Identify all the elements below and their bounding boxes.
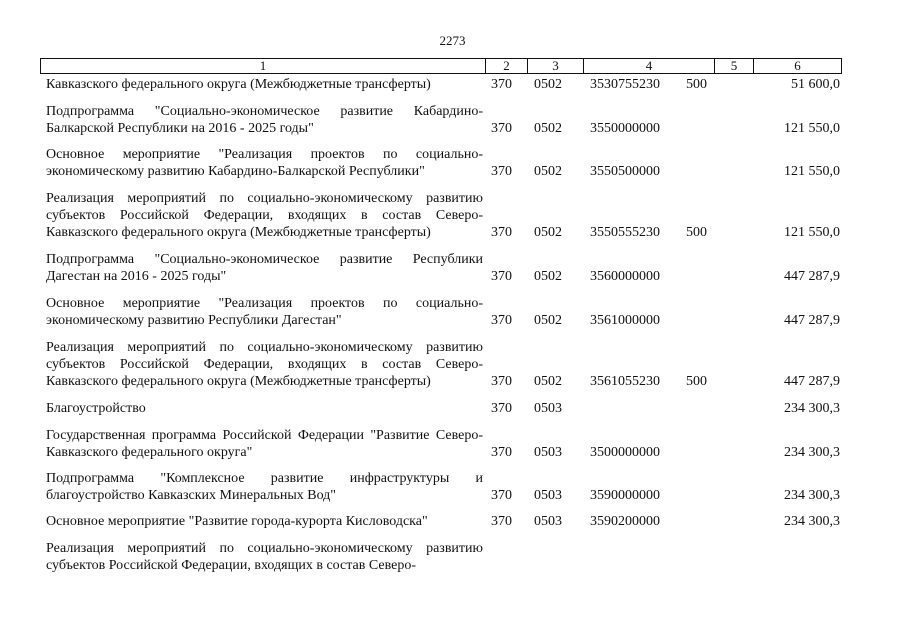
row-col-4: 3590000000: [590, 488, 660, 503]
header-col-3: 3: [527, 59, 583, 73]
page-number: 2273: [439, 33, 466, 48]
table-row: [40, 400, 842, 417]
row-col-6: 234 300,3: [784, 514, 840, 529]
row-col-3: 0502: [534, 121, 562, 136]
table-row: [40, 146, 842, 180]
row-col-2: 370: [491, 269, 512, 284]
row-col-4: 3550555230: [590, 225, 660, 240]
row-name: Основное мероприятие "Развитие города-курорта Кисловодска": [46, 514, 428, 529]
row-col-3: 0503: [534, 445, 562, 460]
row-col-4: 3550500000: [590, 164, 660, 179]
row-col-3: 0503: [534, 488, 562, 503]
row-col-4: 3500000000: [590, 445, 660, 460]
header-col-1: 1: [259, 58, 267, 73]
table-row: [40, 103, 842, 137]
row-col-3: 0502: [534, 313, 562, 328]
row-col-2: 370: [491, 445, 512, 460]
table-row: [40, 76, 842, 93]
table-row: [40, 295, 842, 329]
row-col-4: 3561000000: [590, 313, 660, 328]
row-col-5: 500: [686, 225, 707, 240]
row-col-6: 121 550,0: [784, 121, 840, 136]
row-name: Подпрограмма "Социально-экономическое развитие Республики Дагестан на 2016 - 2025 годы": [46, 252, 483, 284]
row-col-6: 121 550,0: [784, 164, 840, 179]
row-col-6: 51 600,0: [791, 77, 840, 92]
row-name: Благоустройство: [46, 401, 146, 416]
row-col-5: 500: [686, 77, 707, 92]
row-col-4: 3590200000: [590, 514, 660, 529]
row-col-3: 0502: [534, 269, 562, 284]
row-col-2: 370: [491, 374, 512, 389]
row-col-2: 370: [491, 164, 512, 179]
table-row: [40, 339, 842, 390]
row-col-6: 121 550,0: [784, 225, 840, 240]
row-col-5: 500: [686, 374, 707, 389]
row-col-6: 234 300,3: [784, 445, 840, 460]
header-col-4: 4: [583, 59, 714, 73]
header-col-6: 6: [753, 59, 841, 73]
row-name: Реализация мероприятий по социально-экономическому развитию субъектов Российской Федерации, входящих в состав Северо-Кавказского федерального округа (Межбюджетные трансферты): [46, 191, 483, 240]
row-name: Основное мероприятие "Реализация проектов по социально-экономическому развитию Республики Дагестан": [46, 296, 483, 328]
header-col-5: 5: [714, 59, 753, 73]
row-col-2: 370: [491, 77, 512, 92]
row-name: Подпрограмма "Социально-экономическое развитие Кабардино-Балкарской Республики на 2016 - 2025 годы": [46, 104, 483, 136]
row-col-4: 3530755230: [590, 77, 660, 92]
row-col-6: 234 300,3: [784, 488, 840, 503]
row-name: Кавказского федерального округа (Межбюджетные трансферты): [46, 77, 431, 92]
row-col-6: 234 300,3: [784, 401, 840, 416]
row-col-2: 370: [491, 313, 512, 328]
row-name: Реализация мероприятий по социально-экономическому развитию субъектов Российской Федерации, входящих в состав Северо-: [46, 541, 483, 573]
row-name: Реализация мероприятий по социально-экономическому развитию субъектов Российской Федерации, входящих в состав Северо-Кавказского федерального округа (Межбюджетные трансферты): [46, 340, 483, 389]
table-row: [40, 251, 842, 285]
row-col-2: 370: [491, 401, 512, 416]
row-col-3: 0502: [534, 374, 562, 389]
row-col-4: 3560000000: [590, 269, 660, 284]
row-col-4: 3561055230: [590, 374, 660, 389]
row-col-4: 3550000000: [590, 121, 660, 136]
table-row: [40, 513, 842, 530]
row-col-6: 447 287,9: [784, 313, 840, 328]
row-name: Подпрограмма "Комплексное развитие инфраструктуры и благоустройство Кавказских Минеральных Вод": [46, 471, 483, 503]
row-col-6: 447 287,9: [784, 374, 840, 389]
row-name: Государственная программа Российской Федерации "Развитие Северо-Кавказского федерального округа": [46, 428, 483, 460]
row-col-3: 0502: [534, 225, 562, 240]
header-col-2: 2: [485, 59, 527, 73]
table-row: [40, 190, 842, 241]
row-col-3: 0502: [534, 164, 562, 179]
table-row: [40, 427, 842, 461]
row-col-2: 370: [491, 121, 512, 136]
table-row: [40, 540, 842, 574]
row-col-3: 0502: [534, 77, 562, 92]
row-col-2: 370: [491, 225, 512, 240]
row-name: Основное мероприятие "Реализация проектов по социально-экономическому развитию Кабардино-Балкарской Республики": [46, 147, 483, 179]
table-row: [40, 470, 842, 504]
row-col-2: 370: [491, 488, 512, 503]
row-col-3: 0503: [534, 401, 562, 416]
row-col-2: 370: [491, 514, 512, 529]
table-header: [40, 58, 842, 74]
row-col-3: 0503: [534, 514, 562, 529]
row-col-6: 447 287,9: [784, 269, 840, 284]
